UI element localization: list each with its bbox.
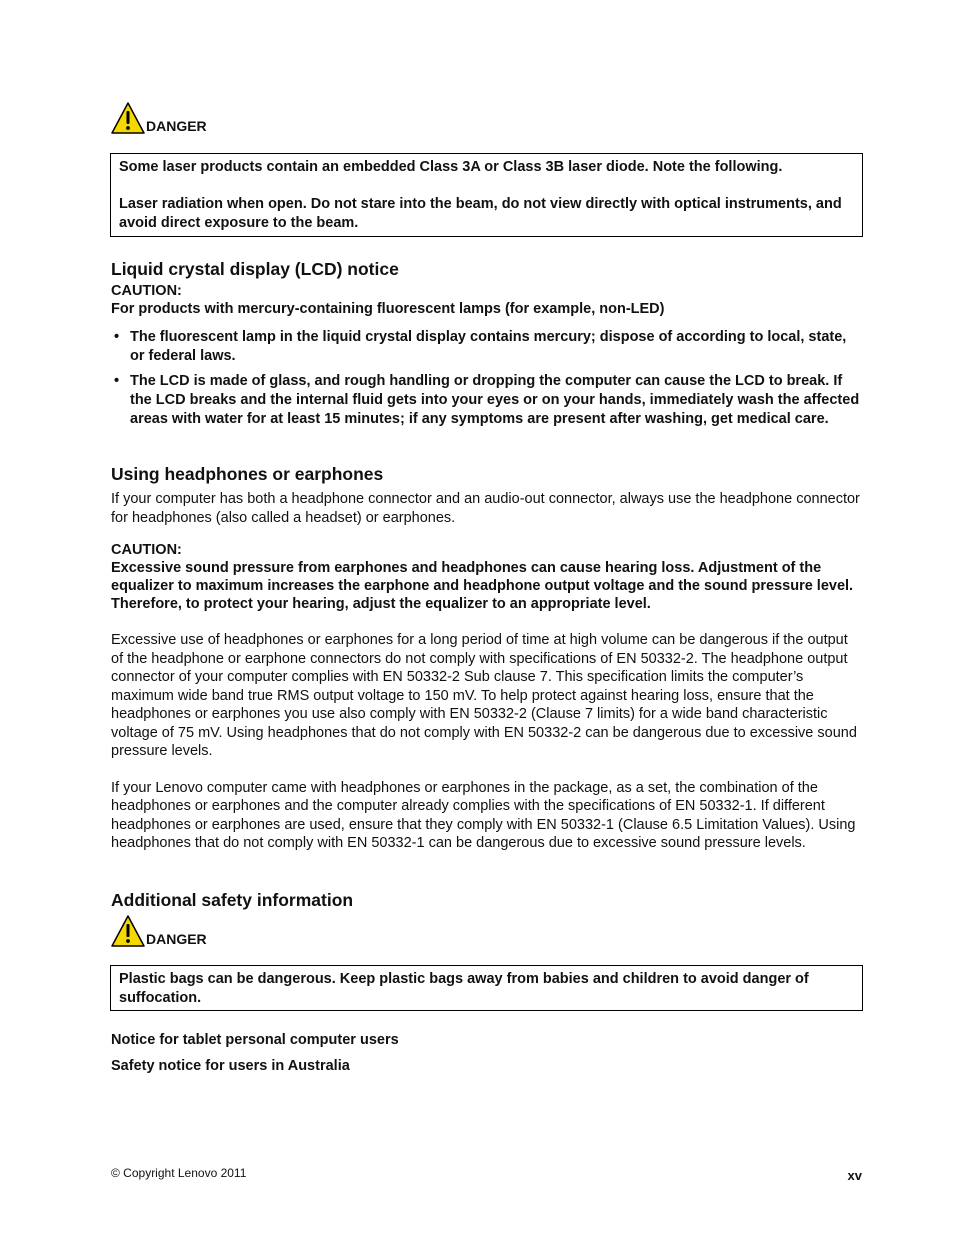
caution-subhead: For products with mercury-containing fluorescent lamps (for example, non-LED) [111,301,665,317]
subheading-tablet: Notice for tablet personal computer users [111,1032,399,1048]
danger-header [111,101,207,135]
danger-box-laser [110,153,863,237]
lcd-section [111,259,863,429]
subheading-australia: Safety notice for users in Australia [111,1058,350,1074]
section-heading: Additional safety information [111,890,354,910]
paragraph: Excessive use of headphones or earphones for a long period of time at high volume can be dangerous if the output of the headphone or earphone connectors do not comply with specifications of EN 50332-2. The headphone output connector of your computer complies with EN 50332-2 Sub clause 7. This specification limits the computer’s maximum wide band true RMS output voltage to 150 mV. To help protect against hearing loss, ensure that the headphones or earphones you use also comply with EN 50332-2 (Clause 7 limits) for a wide band characteristic voltage of 75 mV. Using headphones that do not comply with EN 50332-2 can be dangerous due to excessive sound pressure levels. [111,632,857,759]
bullet-list [111,328,863,429]
warning-triangle-icon [111,914,145,948]
section-heading: Using headphones or earphones [111,464,384,484]
copyright: © Copyright Lenovo 2011 [111,1166,247,1180]
list-item: • The fluorescent lamp in the liquid crystal display contains mercury; dispose of according to local, state, or federal laws. [111,328,863,366]
danger-label: DANGER [146,931,207,947]
list-item: • The LCD is made of glass, and rough handling or dropping the computer can cause the LCD to break. If the LCD breaks and the internal fluid gets into your eyes or on your hands, immediately wash the affected areas with water for at least 15 minutes; if any symptoms are present after washing, get medical care. [111,372,863,429]
additional-section [111,890,863,910]
danger-box-plastic [110,965,863,1011]
caution-label: CAUTION: [111,283,182,299]
paragraph: If your Lenovo computer came with headphones or earphones in the package, as a set, the combination of the headphones or earphones and the computer already complies with the specifications of EN 50332-1. If different headphones or earphones are used, ensure that they comply with EN 50332-1 (Clause 6.5 Limitation Values). Using headphones that do not comply with EN 50332-1 can be dangerous due to excessive sound pressure levels. [111,779,856,851]
paragraph: If your computer has both a headphone connector and an audio-out connector, always use the headphone connector for headphones (also called a headset) or earphones. [111,491,860,526]
danger-line: Some laser products contain an embedded Class 3A or Class 3B laser diode. Note the following. [119,159,783,175]
danger-header [111,914,207,948]
danger-line: Laser radiation when open. Do not stare into the beam, do not view directly with optical instruments, and avoid direct exposure to the beam. [119,196,842,231]
caution-text: Excessive sound pressure from earphones and headphones can cause hearing loss. Adjustment of the equalizer to maximum increases the earphone and headphone output voltage and the sound pressure level. Therefore, to protect your hearing, adjust the equalizer to an appropriate level. [111,560,854,612]
danger-line: Plastic bags can be dangerous. Keep plastic bags away from babies and children to avoid danger of suffocation. [119,971,809,1006]
page-number: xv [847,1168,862,1183]
caution-label: CAUTION: [111,542,182,558]
warning-triangle-icon [111,101,145,135]
headphones-section [111,464,863,853]
section-heading: Liquid crystal display (LCD) notice [111,259,399,279]
danger-label: DANGER [146,118,207,134]
